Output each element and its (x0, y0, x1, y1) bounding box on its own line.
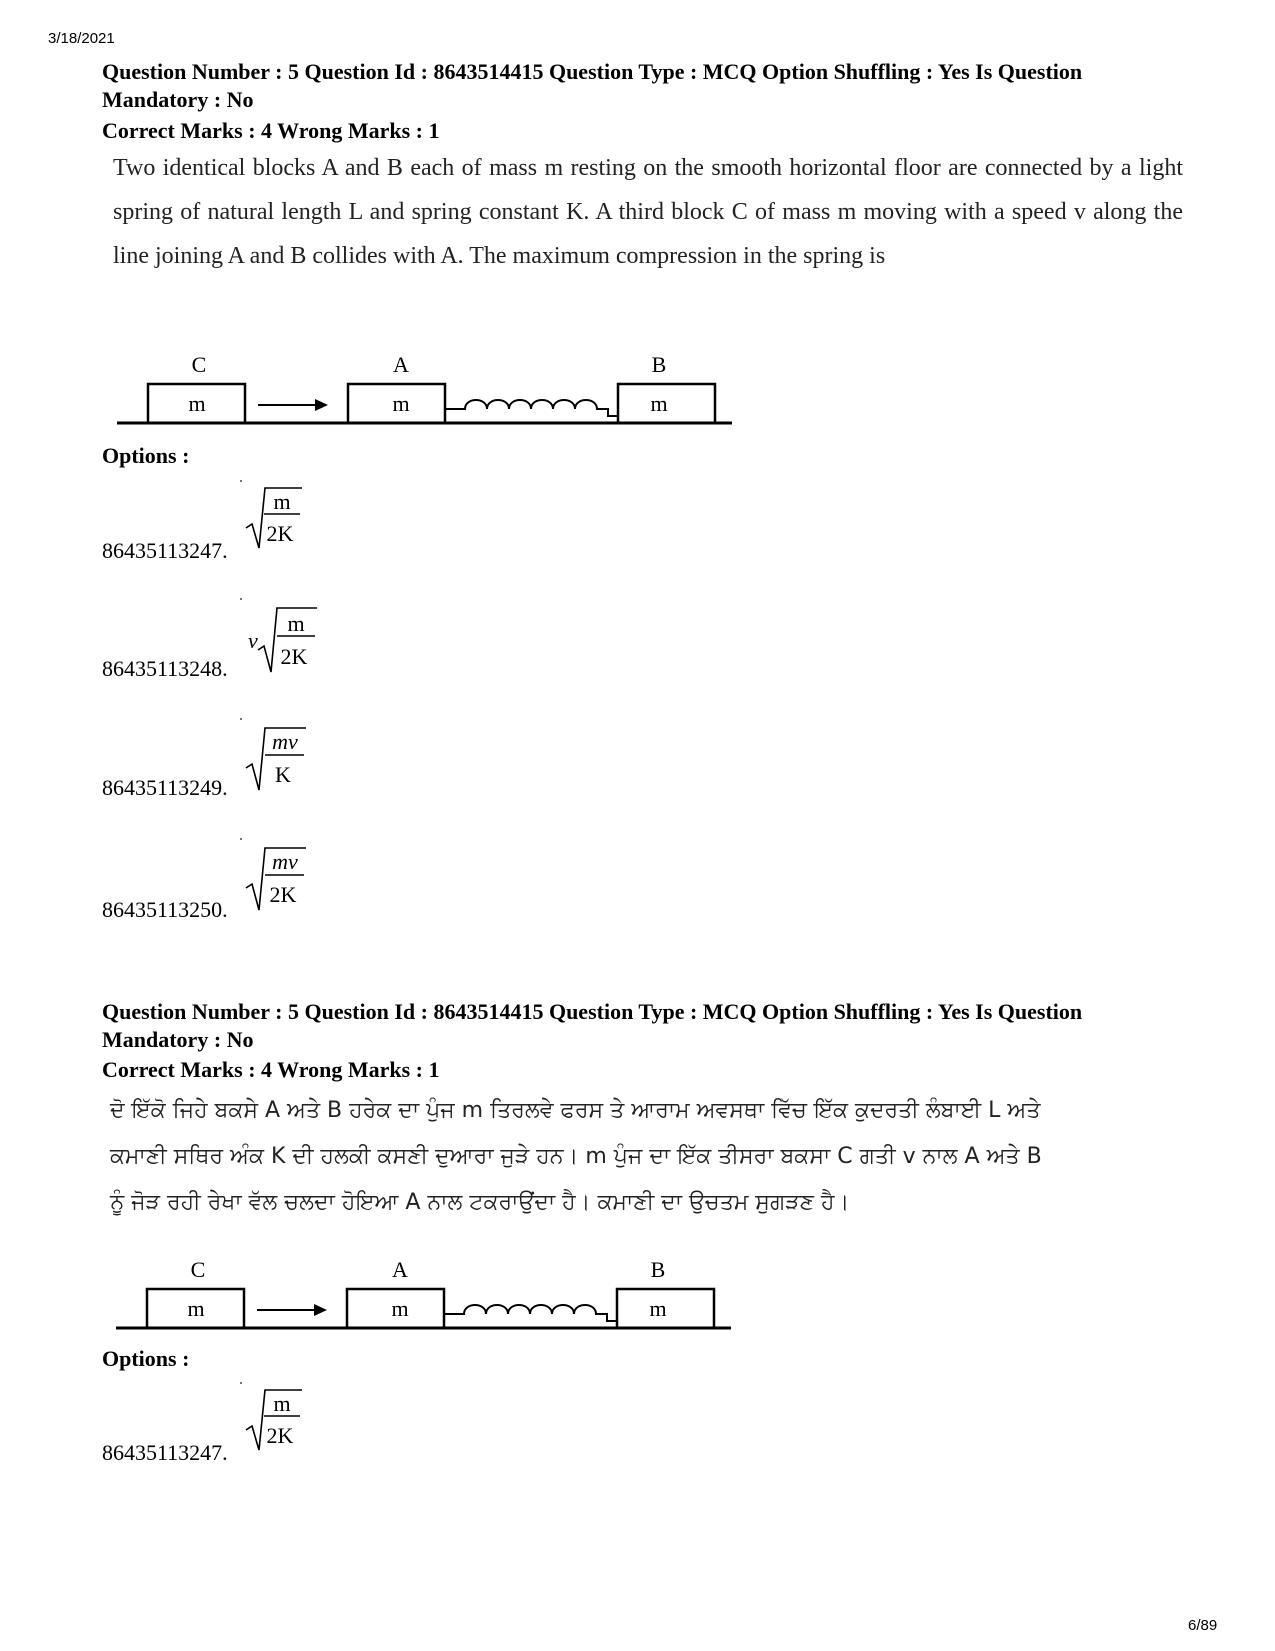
mass-a: m (391, 1296, 409, 1321)
prefix-velocity: v (248, 628, 258, 653)
mass-b: m (650, 391, 668, 416)
option-formula-sqrt (240, 838, 330, 918)
numerator: mv (272, 729, 298, 754)
denominator: 2K (269, 882, 297, 907)
option-bullet (240, 480, 242, 482)
option-id: 86435113248. (102, 656, 228, 681)
option-id: 86435113247. (102, 1440, 228, 1465)
spring (444, 1305, 617, 1321)
numerator: mv (272, 849, 298, 874)
spring-block-diagram (114, 1250, 734, 1335)
label-block-c: C (190, 1257, 206, 1282)
option-formula-sqrt (240, 480, 320, 555)
denominator: 2K (266, 1423, 294, 1448)
option-id: 86435113250. (102, 897, 228, 922)
numerator: m (273, 489, 291, 514)
question-header: Question Number : 5 Question Id : 8643514415 Question Type : MCQ Option Shuffling : Yes Is Question Mandatory : No (102, 999, 1083, 1052)
question-text-punjabi: ਦੋ ਇੱਕੋ ਜਿਹੇ ਬਕਸੇ A ਅਤੇ B ਹਰੇਕ ਦਾ ਪੁੰਜ m ਤਿਰਲਵੇ ਫਰਸ ਤੇ ਆਰਾਮ ਅਵਸਥਾ ਵਿੱਚ ਇੱਕ ਕੁਦਰਤੀ ਲੰਬਾਈ L ਅਤੇ ਕਮਾਣੀ ਸਥਿਰ ਅੰਕ K ਦੀ ਹਲਕੀ ਕਸਣੀ ਦੁਆਰਾ ਜੁੜੇ ਹਨ। m ਪੁੰਜ ਦਾ ਇੱਕ ਤੀਸਰਾ ਬਕਸਾ C ਗਤੀ v ਨਾਲ A ਅਤੇ B ਨੂੰ ਜੋੜ ਰਹੀ ਰੇਖਾ ਵੱਲ ਚਲਦਾ ਹੋਇਆ A ਨਾਲ ਟਕਰਾਉਂਦਾ ਹੈ। ਕਮਾਣੀ ਦਾ ਉਚਤਮ ਸੁਗੜਣ ਹੈ। (110, 1098, 1042, 1215)
velocity-arrow (257, 1304, 327, 1316)
option-formula-sqrt (240, 718, 330, 798)
option-formula-sqrt (240, 598, 340, 678)
spring (445, 400, 618, 416)
question-marks: Correct Marks : 4 Wrong Marks : 1 (102, 118, 440, 143)
option-bullet (240, 718, 242, 720)
question-marks: Correct Marks : 4 Wrong Marks : 1 (102, 1057, 440, 1082)
option-id: 86435113247. (102, 538, 228, 563)
label-block-c: C (191, 352, 207, 377)
numerator: m (287, 611, 305, 636)
page-number: 6/89 (1188, 1617, 1218, 1634)
numerator: m (273, 1391, 291, 1416)
label-block-a: A (393, 352, 409, 377)
label-block-b: B (650, 1257, 666, 1282)
option-formula-sqrt (240, 1382, 320, 1457)
denominator: 2K (266, 521, 294, 546)
options-label: Options : (102, 443, 190, 468)
mass-b: m (649, 1296, 667, 1321)
spring-block-diagram (115, 345, 735, 430)
option-bullet (240, 838, 242, 840)
denominator: K (275, 762, 291, 787)
mass-c: m (187, 1296, 205, 1321)
question-text: Two identical blocks A and B each of mass m resting on the smooth horizontal floor are connected by a light spring of natural length L and spring constant K. A third block C of mass m moving with a speed v along the line joining A and B collides with A. The maximum compression in the spring is (113, 155, 1183, 269)
print-date: 3/18/2021 (48, 30, 115, 47)
label-block-b: B (651, 352, 667, 377)
velocity-arrow (258, 399, 328, 411)
mass-c: m (188, 391, 206, 416)
option-id: 86435113249. (102, 775, 228, 800)
options-label: Options : (102, 1346, 190, 1371)
label-block-a: A (392, 1257, 408, 1282)
option-bullet (240, 598, 242, 600)
denominator: 2K (280, 644, 308, 669)
question-header: Question Number : 5 Question Id : 8643514415 Question Type : MCQ Option Shuffling : Yes Is Question Mandatory : No (102, 59, 1083, 112)
mass-a: m (392, 391, 410, 416)
option-bullet (240, 1382, 242, 1384)
